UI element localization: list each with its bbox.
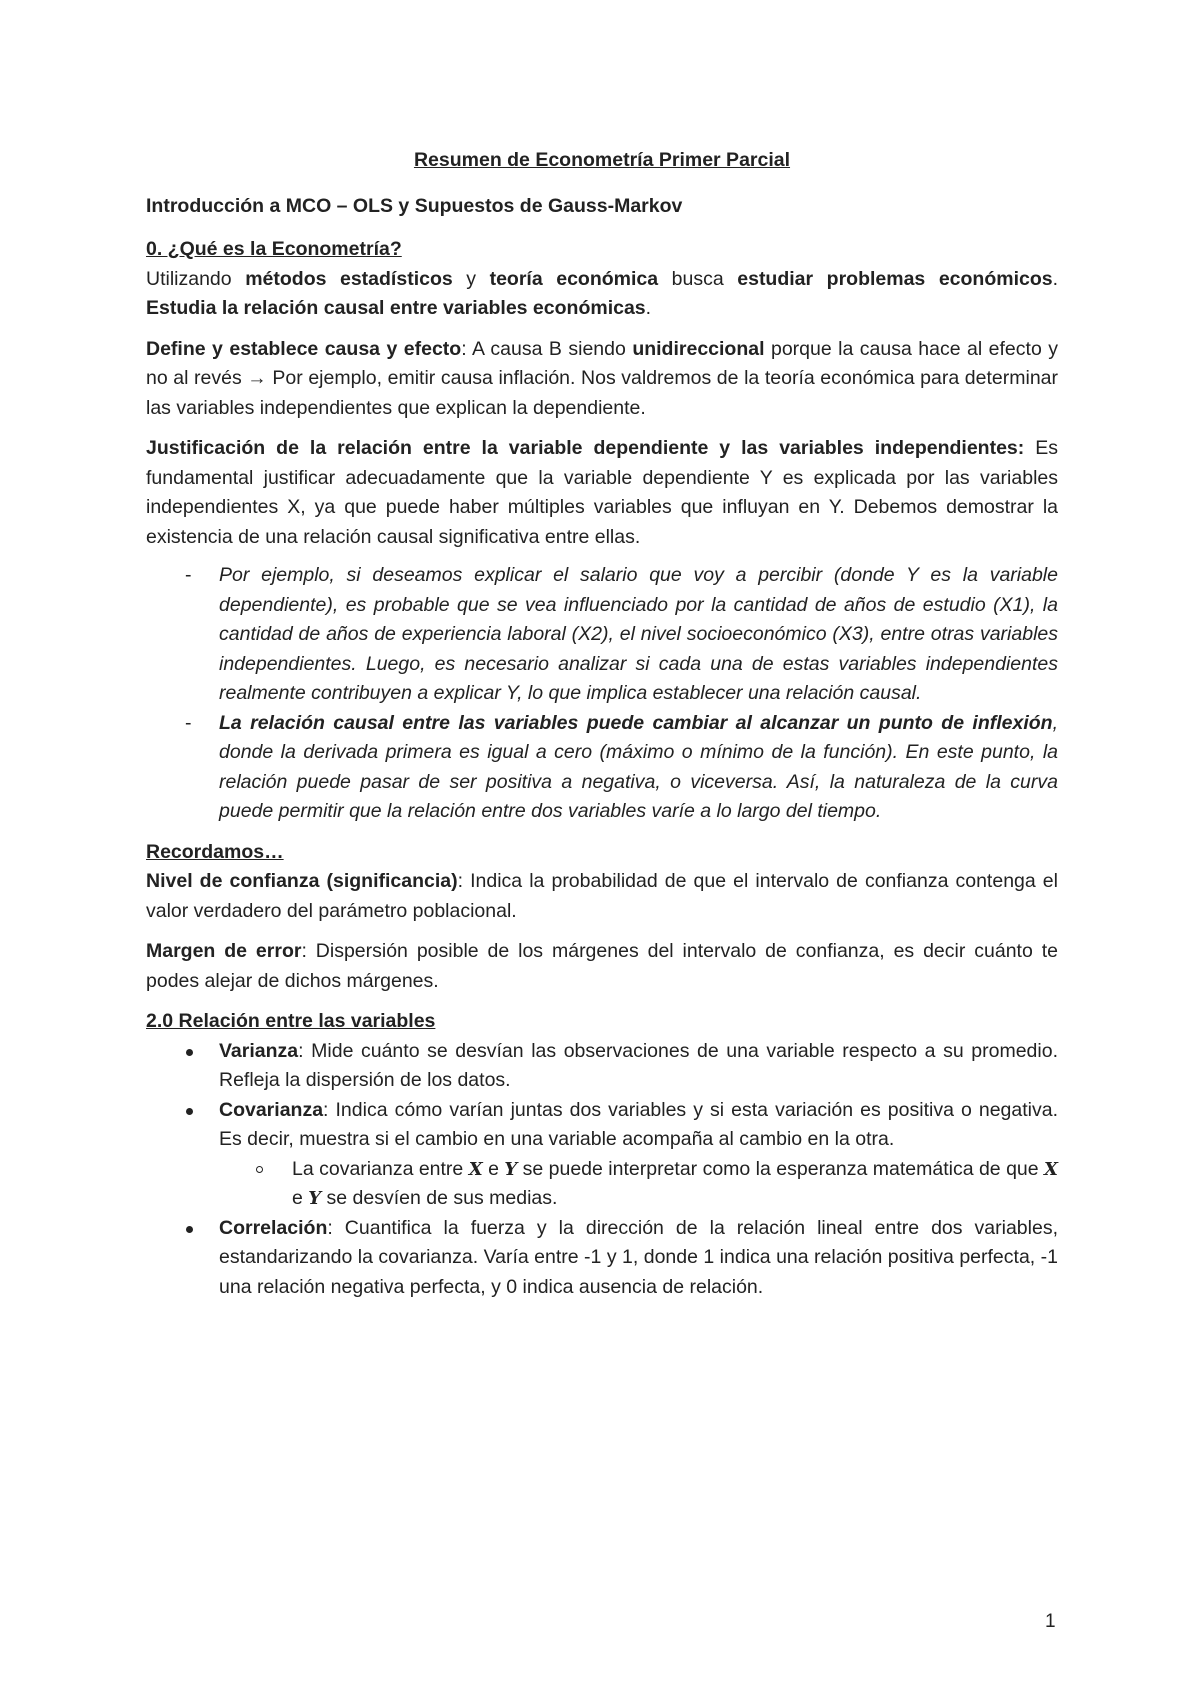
variables-list: [146, 1037, 1058, 1303]
page-number: 1: [1045, 1611, 1056, 1632]
list-item: - Por ejemplo, si deseamos explicar el salario que voy a percibir (donde Y es la variable dependiente), es probable que se vea influenciado por la cantidad de años de estudio (X1), la cantidad de años de experiencia laboral (X2), el nivel socioeconómico (X3), entre otras variables independientes. Luego, es necesario analizar si cada una de estas variables independientes realmente contribuyen a explicar Y, lo que implica establecer una relación causal.: [146, 561, 1058, 709]
list-item-varianza: Varianza: Mide cuánto se desvían las observaciones de una variable respecto a su promedio. Refleja la dispersión de los datos.: [146, 1037, 1058, 1096]
bullet-icon: [186, 1226, 193, 1233]
dash-marker: -: [185, 711, 192, 734]
hollow-bullet-icon: [256, 1166, 263, 1173]
section-0-heading: 0. ¿Qué es la Econometría?: [146, 238, 402, 260]
dash-marker: -: [185, 564, 192, 586]
bullet-icon: [186, 1049, 193, 1056]
section-0-paragraph-3: Justificación de la relación entre la variable dependiente y las variables independientes: Es fundamental justificar adecuadamente que la variable dependiente Y es explicada por las variables independientes X, ya que puede haber múltiples variables que influyan en Y. Debemos demostrar la existencia de una relación causal significativa entre ellas.: [146, 437, 1058, 548]
list-item-correlacion: Correlación: Cuantifica la fuerza y la dirección de la relación lineal entre dos variables, estandarizando la covarianza. Varía entre -1 y 1, donde 1 indica una relación positiva perfecta, -1 una relación negativa perfecta, y 0 indica ausencia de relación.: [146, 1214, 1058, 1303]
section-2-heading: 2.0 Relación entre las variables: [146, 1010, 436, 1032]
section-0-paragraph-1: Utilizando métodos estadísticos y teoría económica busca estudiar problemas económicos. Estudia la relación causal entre variables económicas.: [146, 267, 1059, 319]
document-body: [146, 146, 1058, 1302]
recordamos-paragraph-1: Nivel de confianza (significancia): Indica la probabilidad de que el intervalo de confianza contenga el valor verdadero del parámetro poblacional.: [146, 870, 1058, 922]
sub-list-item: La covarianza entre X e Y se puede interpretar como la esperanza matemática de que X e Y se desvíen de sus medias.: [219, 1155, 1058, 1214]
bullet-icon: [186, 1108, 193, 1115]
recordamos-heading: Recordamos…: [146, 840, 284, 863]
list-item: - La relación causal entre las variables puede cambiar al alcanzar un punto de inflexión, donde la derivada primera es igual a cero (máximo o mínimo de la función). En este punto, la relación puede pasar de ser positiva a negativa, o viceversa. Así, la naturaleza de la curva puede permitir que la relación entre dos variables varíe a lo largo del tiempo.: [146, 709, 1058, 827]
document-title: Resumen de Econometría Primer Parcial: [413, 149, 791, 171]
document-subtitle: Introducción a MCO – OLS y Supuestos de Gauss-Markov: [146, 194, 683, 217]
section-0-paragraph-2: Define y establece causa y efecto: A causa B siendo unidireccional porque la causa hace al efecto y no al revés → Por ejemplo, emitir causa inflación. Nos valdremos de la teoría económica para determinar las variables independientes que explican la dependiente.: [146, 337, 1059, 419]
example-list: [146, 561, 1058, 827]
recordamos-paragraph-2: Margen de error: Dispersión posible de los márgenes del intervalo de confianza, es decir cuánto te podes alejar de dichos márgenes.: [146, 940, 1058, 992]
covarianza-sublist: [219, 1155, 1058, 1214]
list-item-covarianza: Covarianza: Indica cómo varían juntas dos variables y si esta variación es positiva o negativa. Es decir, muestra si el cambio en una variable acompaña al cambio en la otra. La covarianza entre X e Y se puede interpretar como la esperanza matemática de que X e Y se desvíen de sus medias.: [146, 1096, 1058, 1214]
